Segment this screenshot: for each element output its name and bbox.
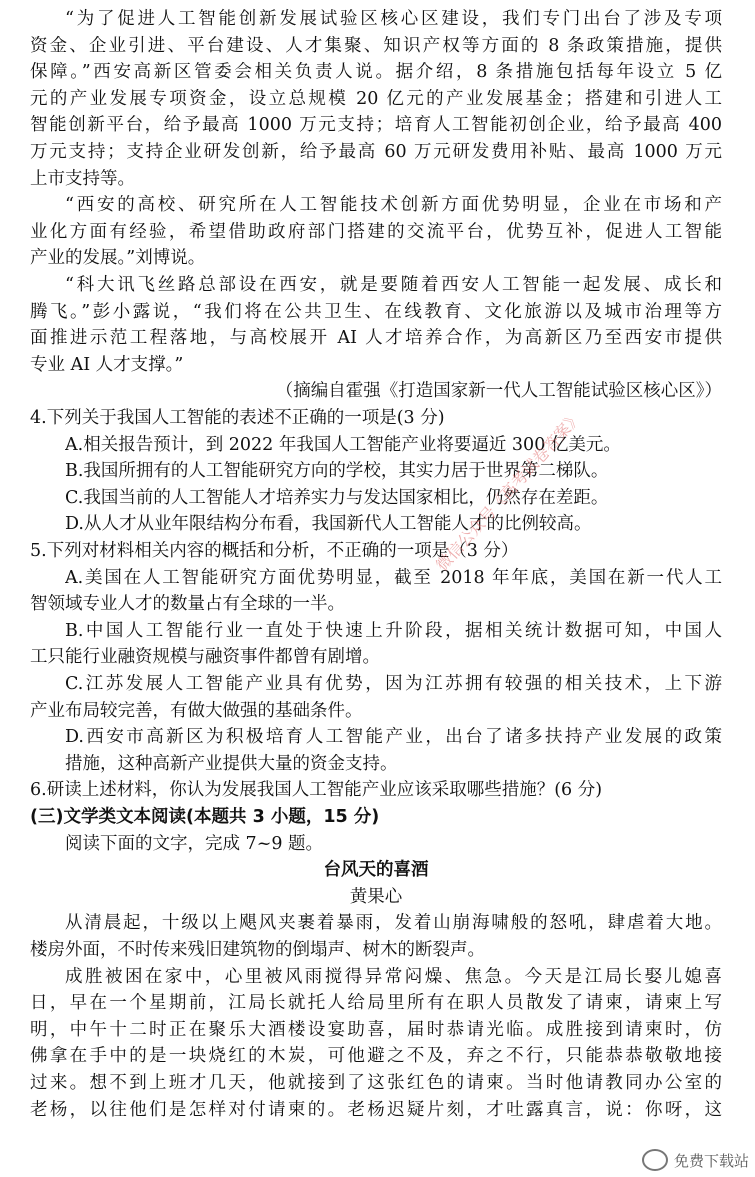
text-line: B.我国所拥有的人工智能研究方向的学校，其实力居于世界第二梯队。: [65, 461, 609, 482]
text-line: 工只能行业融资规模与融资事件都曾有剧增。: [30, 647, 380, 668]
text-line: 业化方面有经验，希望借助政府部门搭建的交流平台，优势互补，促进人工智能: [30, 221, 722, 242]
text-line: 上市支持等。: [30, 168, 135, 189]
text-line: 保障。”西安高新区管委会相关负责人说。据介绍，8 条措施包括每年设立 5 亿: [30, 62, 722, 83]
text-line: 明，中午十二时正在聚乐大酒楼设宴助喜，届时恭请光临。成胜接到请柬时，仿: [30, 1019, 722, 1040]
text-line: A.美国在人工智能研究方面优势明显，截至 2018 年年底，美国在新一代人工: [65, 567, 722, 588]
text-line: 资金、企业引进、平台建设、人才集聚、知识产权等方面的 8 条政策措施，提供: [30, 35, 722, 56]
corner-logo: [642, 1149, 749, 1171]
corner-logo-text: 免费下载站: [673, 1151, 749, 1170]
text-line: 腾飞。”彭小露说，“我们将在公共卫生、在线教育、文化旅游以及城市治理等方: [30, 301, 722, 322]
text-line: 佛拿在手中的是一块烧红的木炭，可他避之不及，弃之不行，只能恭恭敬敬地接: [30, 1046, 722, 1067]
wechat-icon: [642, 1149, 668, 1171]
text-line: C.江苏发展人工智能产业具有优势，因为江苏拥有较强的相关技术，上下游: [65, 674, 722, 694]
text-line: B.中国人工智能行业一直处于快速上升阶段，据相关统计数据可知，中国人: [65, 620, 722, 641]
text-line: 过来。想不到上班才几天，他就接到了这张红色的请柬。当时他请教同办公室的: [30, 1073, 722, 1093]
text-line: 智能创新平台，给予最高 1000 万元支持；培育人工智能初创企业，给予最高 400: [30, 115, 722, 136]
text-line: 从清晨起，十级以上飓风夹裹着暴雨，发着山崩海啸般的怒吼，肆虐着大地。: [65, 913, 722, 934]
text-line: D.从人才从业年限结构分布看，我国新代人工智能人才的比例较高。: [65, 514, 592, 535]
text-line: “科大讯飞丝路总部设在西安，就是要随着西安人工智能一起发展、成长和: [65, 275, 722, 295]
watermark: 微信公众号《高考试卷答案》: [432, 407, 586, 575]
text-line: A.相关报告预计，到 2022 年我国人工智能产业将要逼近 300 亿美元。: [65, 434, 621, 455]
text-line: 4.下列关于我国人工智能的表述不正确的一项是(3 分): [30, 408, 445, 428]
text-line: 元的产业发展专项资金，设立总规模 20 亿元的产业发展基金；搭建和引进人工: [30, 88, 722, 109]
text-line: 日，早在一个星期前，江局长就托人给局里所有在职人员散发了请柬，请柬上写: [30, 993, 722, 1014]
text-line: （摘编自霍强《打造国家新一代人工智能试验区核心区》）: [275, 381, 722, 402]
text-line: 智领域专业人才的数量占有全球的一半。: [30, 594, 345, 615]
text-line: 成胜被困在家中，心里被风雨搅得异常闷燥、焦急。今天是江局长娶儿媳喜: [65, 966, 722, 987]
text-line: 老杨，以往他们是怎样对付请柬的。老杨迟疑片刻，才吐露真言，说：你呀，这: [30, 1099, 722, 1120]
text-line: 面推进示范工程落地，与高校展开 AI 人才培养合作，为高新区乃至西安市提供: [30, 328, 722, 349]
text-line: “为了促进人工智能创新发展试验区核心区建设，我们专门出台了涉及专项: [65, 9, 722, 29]
text-line: 产业的发展。”刘博说。: [30, 248, 206, 269]
text-line: 楼房外面，不时传来残旧建筑物的倒塌声、树木的断裂声。: [30, 940, 485, 960]
text-line: 5.下列对材料相关内容的概括和分析，不正确的一项是（3 分）: [30, 541, 519, 561]
text-line: 万元支持；支持企业研发创新，给予最高 60 万元研发费用补贴、最高 1000 万元: [30, 142, 722, 162]
story-author: 黄果心: [349, 886, 403, 907]
story-title: 台风天的喜酒: [323, 860, 429, 881]
text-line: “西安的高校、研究所在人工智能技术创新方面优势明显，企业在市场和产: [65, 195, 722, 216]
text-line: C.我国当前的人工智能人才培养实力与发达国家相比，仍然存在差距。: [65, 487, 609, 508]
text-line: 6.研读上述材料，你认为发展我国人工智能产业应该采取哪些措施？(6 分): [30, 780, 603, 801]
text-line: D.西安市高新区为积极培育人工智能产业，出台了诸多扶持产业发展的政策: [65, 727, 722, 748]
text-line: 产业布局较完善，有做大做强的基础条件。: [30, 700, 363, 721]
text-line: 专业 AI 人才支撑。”: [30, 354, 184, 375]
text-line: 阅读下面的文字，完成 7~9 题。: [65, 833, 324, 854]
section-heading: (三)文学类文本阅读(本题共 3 小题，15 分): [30, 807, 380, 827]
text-line: 措施，这种高新产业提供大量的资金支持。: [65, 753, 398, 774]
